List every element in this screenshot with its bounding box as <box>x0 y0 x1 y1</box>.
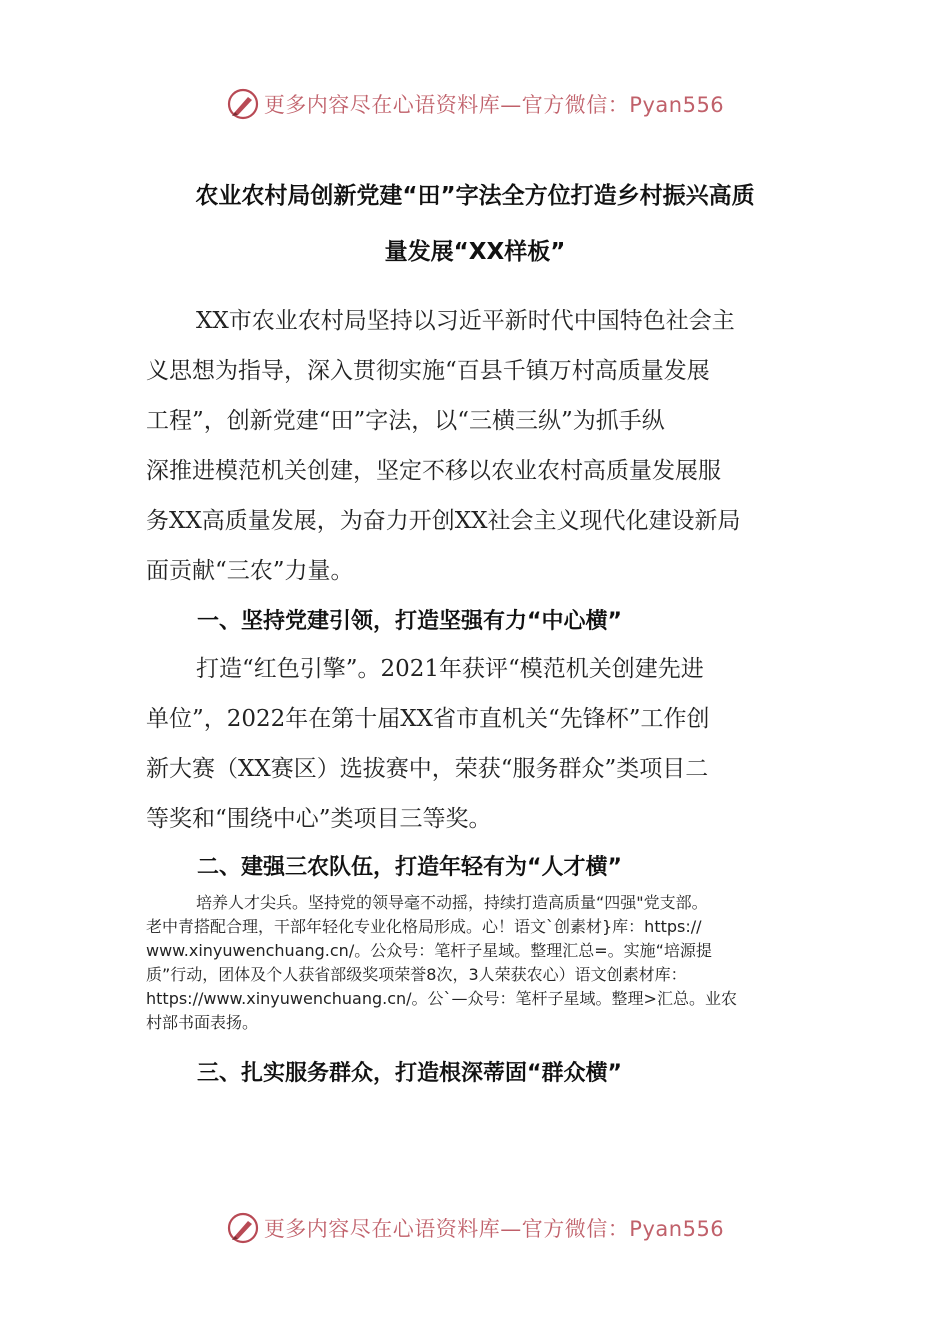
paragraph-line: 打造“红色引擎”。2021年获评“模范机关创建先进 <box>196 656 704 682</box>
watermark-text: 更多内容尽在心语资料库—官方微信：Pyan556 <box>263 1217 725 1241</box>
paragraph-line: 质”行动，团体及个人获省部级奖项荣誉8次，3人荣获农心）语文创素材库： <box>146 965 687 984</box>
intro-paragraph <box>146 296 806 596</box>
footer-watermark-banner <box>0 1206 950 1250</box>
paragraph-line: 务XX高质量发展，为奋力开创XX社会主义现代化建设新局 <box>146 508 741 534</box>
paragraph-line: 培养人才尖兵。坚持党的领导毫不动摇，持续打造高质量“四强"党支部。 <box>196 893 708 912</box>
title-line: 农业农村局创新党建“田”字法全方位打造乡村振兴高质 <box>195 183 755 209</box>
title-line: 量发展“XX样板” <box>384 239 566 265</box>
paragraph-line: https://www.xinyuwenchuang.cn/。公`—众号：笔杆子星域。整理>汇总。业农 <box>146 989 737 1008</box>
paragraph-line: 面贡献“三农”力量。 <box>146 558 354 584</box>
pen-logo-icon <box>226 87 260 121</box>
watermark-text: 更多内容尽在心语资料库—官方微信：Pyan556 <box>263 93 725 117</box>
pen-logo-icon <box>226 1211 260 1245</box>
section2-paragraph <box>146 891 826 1035</box>
document-title <box>120 168 830 280</box>
paragraph-line: 新大赛（XX赛区）选拔赛中，荣获“服务群众”类项目二 <box>146 756 709 782</box>
paragraph-line: XX市农业农村局坚持以习近平新时代中国特色社会主 <box>196 308 735 334</box>
paragraph-line: 义思想为指导，深入贯彻实施“百县千镇万村高质量发展 <box>146 358 710 384</box>
header-watermark-banner <box>0 82 950 126</box>
paragraph-line: 工程”，创新党建“田”字法，以“三横三纵”为抓手纵 <box>146 408 665 434</box>
paragraph-line: 单位”，2022年在第十届XX省市直机关“先锋杯”工作创 <box>146 706 710 732</box>
section-heading-2: 二、建强三农队伍，打造年轻有为“人才横” <box>197 855 622 880</box>
paragraph-line: 等奖和“围绕中心”类项目三等奖。 <box>146 806 492 832</box>
section-heading-1: 一、坚持党建引领，打造坚强有力“中心横” <box>197 609 622 634</box>
section1-paragraph <box>146 644 806 844</box>
paragraph-line: 深推进模范机关创建，坚定不移以农业农村高质量发展服 <box>146 458 721 484</box>
paragraph-line: 老中青搭配合理，干部年轻化专业化格局形成。心！语文`创素材}库：https:// <box>146 917 702 936</box>
paragraph-line: www.xinyuwenchuang.cn/。公众号：笔杆子星域。整理汇总=。实施“培源提 <box>146 941 712 960</box>
section-heading-3: 三、扎实服务群众，打造根深蒂固“群众横” <box>197 1061 622 1086</box>
paragraph-line: 村部书面表扬。 <box>146 1013 259 1032</box>
